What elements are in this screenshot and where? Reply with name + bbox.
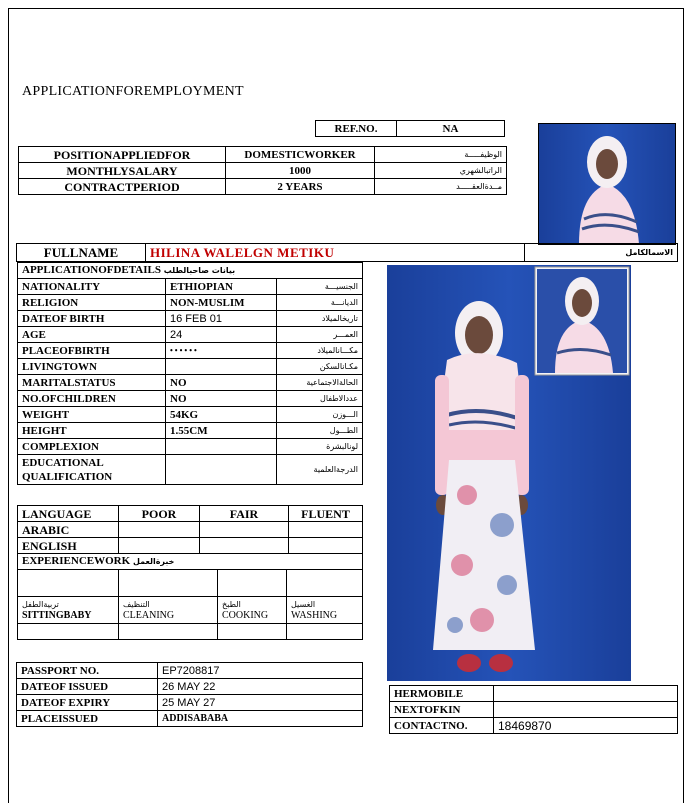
passport-value: 26 MAY 22 [158,679,363,695]
salary-value: 1000 [226,163,375,179]
table-row [18,279,363,295]
detail-value: 16 FEB 01 [166,311,277,327]
skill-sitting-baby [18,597,119,624]
contact-value: 18469870 [494,718,678,734]
experience-table [17,553,363,640]
detail-label: DATEOF BIRTH [18,311,166,327]
detail-arabic: العمـــر [277,327,363,343]
table-row [18,522,363,538]
passport-table [16,662,363,727]
detail-value: NO [166,375,277,391]
detail-label: LIVINGTOWN [18,359,166,375]
table-row [18,375,363,391]
table-row [19,163,507,179]
skill-cleaning [119,597,218,624]
portrait-photo [538,123,676,245]
language-table [17,505,363,554]
ref-table [315,120,505,137]
fullname-table [16,243,678,262]
passport-value: EP7208817 [158,663,363,679]
detail-label: AGE [18,327,166,343]
detail-arabic: الـــوزن [277,407,363,423]
table-row [18,570,363,597]
ref-label: REF.NO. [316,121,397,137]
table-row [18,263,363,279]
contact-value [494,702,678,718]
table-row [19,147,507,163]
experience-arabic: خبرةالعمل [132,557,175,566]
language-english: ENGLISH [18,538,119,554]
education-label [18,455,166,485]
skill-arabic: تربيةالطفل [22,600,59,609]
table-row [18,343,363,359]
fair-header: FAIR [200,506,289,522]
table-row [18,624,363,640]
detail-label: NATIONALITY [18,279,166,295]
table-row [18,295,363,311]
detail-label: WEIGHT [18,407,166,423]
poor-header: POOR [119,506,200,522]
skill-label: COOKING [222,610,269,621]
education-arabic: الدرجةالعلمية [277,455,363,485]
passport-value: ADDISABABA [158,711,363,727]
salary-label: MONTHLYSALARY [19,163,226,179]
contact-table [389,685,678,734]
skill-arabic: التنظيف [123,600,150,609]
fullname-value: HILINA WALELGN METIKU [146,244,525,262]
detail-arabic: تاريخالميلاد [277,311,363,327]
contract-value: 2 YEARS [226,179,375,195]
detail-label: RELIGION [18,295,166,311]
table-row [18,538,363,554]
position-table [18,146,507,195]
table-row [18,506,363,522]
details-header-arabic: بيانات صاحبالطلب [163,266,236,275]
detail-arabic: مكـــانالميلاد [277,343,363,359]
skill-label: SITTINGBABY [22,610,92,621]
salary-arabic: الراتبالشهري [375,163,507,179]
table-row [18,359,363,375]
passport-label: PLACEISSUED [17,711,158,727]
detail-label: HEIGHT [18,423,166,439]
table-row [18,391,363,407]
position-label: POSITIONAPPLIEDFOR [19,147,226,163]
education-label-line2: QUALIFICATION [22,470,113,483]
detail-value: 54KG [166,407,277,423]
detail-arabic: الحالةالاجتماعية [277,375,363,391]
contract-label: CONTRACTPERIOD [19,179,226,195]
detail-arabic: عددالاطفال [277,391,363,407]
fluent-header: FLUENT [289,506,363,522]
detail-label: COMPLEXION [18,439,166,455]
table-row [18,554,363,570]
table-row [19,179,507,195]
table-row [17,695,363,711]
table-row [17,663,363,679]
table-row [18,455,363,485]
language-header: LANGUAGE [18,506,119,522]
passport-label: DATEOF ISSUED [17,679,158,695]
contact-label: CONTACTNO. [390,718,494,734]
detail-arabic: لونالبشرة [277,439,363,455]
full-body-photo [387,265,631,681]
skill-washing [287,597,363,624]
fullname-arabic: الاسمالكامل [525,244,678,262]
table-row [390,702,678,718]
passport-value: 25 MAY 27 [158,695,363,711]
table-row [390,686,678,702]
skill-arabic: الطبخ [222,600,241,609]
table-row [17,711,363,727]
detail-value: 1.55CM [166,423,277,439]
skill-label: CLEANING [123,610,175,621]
detail-arabic: الجنسيـــة [277,279,363,295]
skill-cooking [218,597,287,624]
detail-arabic: الديانـــة [277,295,363,311]
detail-label: NO.OFCHILDREN [18,391,166,407]
detail-value: • • • • • • [166,343,277,359]
detail-label: MARITALSTATUS [18,375,166,391]
detail-value: ETHIOPIAN [166,279,277,295]
skill-arabic: الغسيل [291,600,316,609]
fullname-label: FULLNAME [17,244,146,262]
table-row [17,679,363,695]
passport-label: DATEOF EXPIRY [17,695,158,711]
detail-value: 24 [166,327,277,343]
position-value: DOMESTICWORKER [226,147,375,163]
details-table [17,262,363,485]
detail-value: NON-MUSLIM [166,295,277,311]
experience-label: EXPERIENCEWORK [22,555,131,567]
table-row [18,439,363,455]
contact-value [494,686,678,702]
position-arabic: الوظيفـــــة [375,147,507,163]
table-row [18,311,363,327]
language-arabic: ARABIC [18,522,119,538]
table-row [18,597,363,624]
detail-value [166,439,277,455]
detail-value: NO [166,391,277,407]
table-row [18,327,363,343]
detail-value [166,359,277,375]
skill-label: WASHING [291,610,338,621]
contact-label: NEXTOFKIN [390,702,494,718]
detail-arabic: مكـانالسكن [277,359,363,375]
table-row [18,423,363,439]
table-row [390,718,678,734]
education-label-line1: EDUCATIONAL [22,456,104,469]
table-row [18,407,363,423]
form-title: APPLICATIONFOREMPLOYMENT [22,84,244,99]
details-header: APPLICATIONOFDETAILS [22,264,161,276]
contact-label: HERMOBILE [390,686,494,702]
education-value [166,455,277,485]
passport-label: PASSPORT NO. [17,663,158,679]
ref-value: NA [397,121,505,137]
contract-arabic: مــدةالعقـــــد [375,179,507,195]
detail-arabic: الطـــول [277,423,363,439]
detail-label: PLACEOFBIRTH [18,343,166,359]
